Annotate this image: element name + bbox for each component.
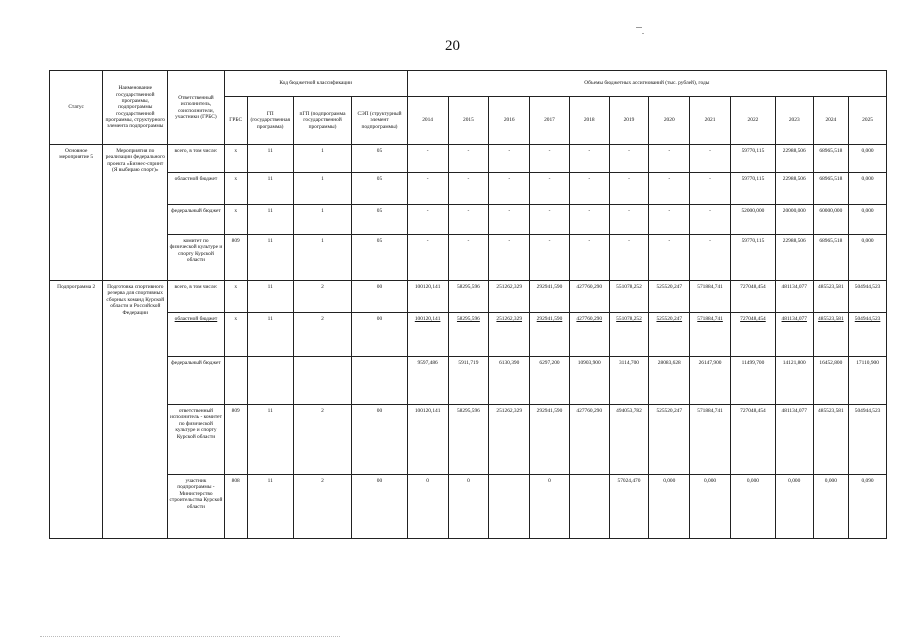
row-value: 504944,523 [849, 281, 887, 313]
row-code-grbs: х [224, 145, 247, 173]
row-code-pgp: 1 [293, 205, 352, 235]
row-code-grbs: х [224, 281, 247, 313]
row-value: 0,000 [775, 475, 813, 539]
row-code-pgp: 2 [293, 475, 352, 539]
row-code-sep: 05 [352, 173, 407, 205]
row-value: 0,000 [849, 145, 887, 173]
row-value: 3114,700 [609, 357, 649, 405]
row-value: 0,000 [730, 475, 775, 539]
row-value: 0,000 [649, 475, 690, 539]
row-value: 551078,252 [609, 313, 649, 357]
row-value: - [649, 145, 690, 173]
row-status: Основное мероприятие 5 [50, 145, 103, 281]
row-value: 0,000 [849, 205, 887, 235]
row-value: 0,090 [849, 475, 887, 539]
row-value: 727048,454 [730, 281, 775, 313]
row-value: 68965,518 [813, 235, 849, 281]
row-value: - [448, 173, 489, 205]
row-value: 58295,596 [448, 405, 489, 475]
row-value: 292941,590 [530, 281, 570, 313]
header-code-sep: СЭП (структурный элемент подпрограммы) [352, 97, 407, 145]
row-value [489, 475, 530, 539]
row-code-pgp: 1 [293, 145, 352, 173]
row-code-grbs [224, 357, 247, 405]
row-value: 100120,141 [407, 281, 448, 313]
row-value: 485523,581 [813, 281, 849, 313]
table-row [50, 475, 887, 539]
row-value: 481134,077 [775, 313, 813, 357]
header-code-pgp: пГП (подпрограмма государственной программы) [293, 97, 352, 145]
row-value: 292941,590 [530, 313, 570, 357]
row-value: - [407, 173, 448, 205]
row-code-gp: 11 [247, 205, 293, 235]
row-code-pgp: 2 [293, 281, 352, 313]
row-value: 58295,596 [448, 313, 489, 357]
row-value: 0 [448, 475, 489, 539]
row-value: 251262,329 [489, 405, 530, 475]
row-code-sep: 00 [352, 475, 407, 539]
row-value: 59770,115 [730, 173, 775, 205]
row-value: - [690, 235, 731, 281]
row-code-pgp: 2 [293, 313, 352, 357]
table-row [50, 173, 887, 205]
row-value: 525520,247 [649, 281, 690, 313]
row-value: - [530, 145, 570, 173]
row-value: - [407, 235, 448, 281]
row-value: 427760,290 [569, 405, 609, 475]
header-budget-code: Код бюджетной классификации [224, 71, 407, 97]
row-code-gp: 11 [247, 235, 293, 281]
header-code-gp: ГП (государственная программа) [247, 97, 293, 145]
row-code-sep [352, 357, 407, 405]
row-code-gp: 11 [247, 145, 293, 173]
row-value: 100120,141 [407, 405, 448, 475]
scan-artifact [636, 27, 642, 28]
row-value: 481134,077 [775, 405, 813, 475]
row-responsible: ответственный исполнитель - комитет по физической культуре и спорту Курской области [168, 405, 224, 475]
row-name: Подготовка спортивного резерва для спортивных сборных команд Курской области и Российской Федерации [103, 281, 168, 539]
row-value: 68965,518 [813, 145, 849, 173]
row-value: - [569, 205, 609, 235]
row-responsible: федеральный бюджет [168, 357, 224, 405]
row-value: - [530, 205, 570, 235]
row-value: - [489, 205, 530, 235]
table-row [50, 235, 887, 281]
row-responsible: областной бюджет [168, 313, 224, 357]
row-value: 22988,506 [775, 235, 813, 281]
header-expenses: Объемы бюджетных ассигнований (тыс. рублей), годы [407, 71, 886, 97]
table-row [50, 281, 887, 313]
header-year: 2018 [569, 97, 609, 145]
row-value: 571884,741 [690, 405, 731, 475]
row-code-sep: 05 [352, 145, 407, 173]
row-value: 525520,247 [649, 313, 690, 357]
table-row [50, 313, 887, 357]
row-value: - [489, 145, 530, 173]
row-value: 0,000 [849, 173, 887, 205]
row-code-grbs: х [224, 173, 247, 205]
row-value: 5911,719 [448, 357, 489, 405]
header-year: 2020 [649, 97, 690, 145]
header-code-grbs: ГРБС [224, 97, 247, 145]
row-value: 60000,000 [813, 205, 849, 235]
row-code-grbs: х [224, 205, 247, 235]
row-value: - [690, 145, 731, 173]
row-value: 26147,900 [690, 357, 731, 405]
row-code-sep: 05 [352, 205, 407, 235]
row-value: 58295,596 [448, 281, 489, 313]
row-value: - [649, 173, 690, 205]
scan-artifact [40, 636, 340, 638]
row-value: - [690, 205, 731, 235]
row-status: Подпрограмма 2 [50, 281, 103, 539]
row-value: 22988,506 [775, 173, 813, 205]
header-year: 2025 [849, 97, 887, 145]
row-responsible: федеральный бюджет [168, 205, 224, 235]
row-value: 100120,141 [407, 313, 448, 357]
row-value: - [407, 205, 448, 235]
row-value: 0 [530, 475, 570, 539]
header-year: 2022 [730, 97, 775, 145]
row-code-sep: 05 [352, 235, 407, 281]
row-value: - [569, 173, 609, 205]
row-responsible: всего, в том числе: [168, 145, 224, 173]
row-value: 9597,486 [407, 357, 448, 405]
row-value: - [649, 205, 690, 235]
row-value: 16452,800 [813, 357, 849, 405]
row-value: 20000,000 [775, 205, 813, 235]
row-value: - [448, 235, 489, 281]
row-value: 551078,252 [609, 281, 649, 313]
row-value: 494053,782 [609, 405, 649, 475]
row-value: 251262,329 [489, 313, 530, 357]
row-code-pgp: 2 [293, 405, 352, 475]
row-value: - [407, 145, 448, 173]
row-value: - [569, 235, 609, 281]
row-code-gp: 11 [247, 405, 293, 475]
row-value: 727048,454 [730, 405, 775, 475]
row-value: - [448, 205, 489, 235]
table-row [50, 145, 887, 173]
row-code-gp: 11 [247, 475, 293, 539]
budget-table-body [50, 145, 887, 539]
row-value: 727048,454 [730, 313, 775, 357]
row-value: 427760,290 [569, 313, 609, 357]
header-status: Статус [50, 71, 103, 145]
row-code-grbs: х [224, 313, 247, 357]
row-value: - [489, 173, 530, 205]
row-value: - [609, 173, 649, 205]
row-value: 17110,900 [849, 357, 887, 405]
row-responsible: комитет по физической культуре и спорту Курской области [168, 235, 224, 281]
row-value: 28083,628 [649, 357, 690, 405]
row-value: 57024,470 [609, 475, 649, 539]
row-code-pgp [293, 357, 352, 405]
row-value: 22988,506 [775, 145, 813, 173]
row-value: - [609, 235, 649, 281]
row-value: 571884,741 [690, 281, 731, 313]
row-value: 0,000 [849, 235, 887, 281]
row-value: - [609, 145, 649, 173]
row-code-gp: 11 [247, 281, 293, 313]
row-name: Мероприятия по реализации федерального проекта «Бизнес-спринт (Я выбираю спорт)» [103, 145, 168, 281]
row-value: - [609, 205, 649, 235]
header-year: 2024 [813, 97, 849, 145]
row-code-gp: 11 [247, 313, 293, 357]
header-year: 2019 [609, 97, 649, 145]
row-code-grbs: 809 [224, 235, 247, 281]
row-value: 68965,518 [813, 173, 849, 205]
row-code-sep: 00 [352, 313, 407, 357]
row-responsible: участник подпрограммы - Министерство строительства Курской области [168, 475, 224, 539]
row-value: 485523,581 [813, 405, 849, 475]
header-year: 2015 [448, 97, 489, 145]
header-responsible: Ответственный исполнитель, соисполнители, участники (ГРБС) [168, 71, 224, 145]
row-code-pgp: 1 [293, 235, 352, 281]
row-value: - [649, 235, 690, 281]
row-value: 481134,077 [775, 281, 813, 313]
row-value: 251262,329 [489, 281, 530, 313]
row-value: - [569, 145, 609, 173]
row-value: 504944,523 [849, 313, 887, 357]
header-year: 2017 [530, 97, 570, 145]
row-value: 427760,290 [569, 281, 609, 313]
row-value [569, 475, 609, 539]
row-value: - [690, 173, 731, 205]
row-value: - [489, 235, 530, 281]
header-name: Наименование государственной программы, подпрограммы государственной программы, структурного элемента подпрограммы [103, 71, 168, 145]
header-year: 2021 [690, 97, 731, 145]
row-value: 52000,000 [730, 205, 775, 235]
row-value: - [448, 145, 489, 173]
table-row [50, 405, 887, 475]
scan-artifact [642, 33, 644, 34]
header-year: 2023 [775, 97, 813, 145]
row-value: 14121,800 [775, 357, 813, 405]
row-code-pgp: 1 [293, 173, 352, 205]
row-value: 59770,115 [730, 235, 775, 281]
header-year: 2016 [489, 97, 530, 145]
row-value: 0 [407, 475, 448, 539]
row-value: 504944,523 [849, 405, 887, 475]
row-code-sep: 00 [352, 405, 407, 475]
budget-table [49, 70, 887, 539]
row-value: 485523,581 [813, 313, 849, 357]
row-value: 0,000 [813, 475, 849, 539]
row-value: 6130,390 [489, 357, 530, 405]
row-value: - [530, 235, 570, 281]
row-value: 525520,247 [649, 405, 690, 475]
header-year: 2014 [407, 97, 448, 145]
row-code-grbs: 809 [224, 405, 247, 475]
row-value: - [530, 173, 570, 205]
table-row [50, 205, 887, 235]
row-code-sep: 00 [352, 281, 407, 313]
row-value: 10903,900 [569, 357, 609, 405]
row-code-grbs: 808 [224, 475, 247, 539]
row-responsible: всего, в том числе: [168, 281, 224, 313]
page-number: 20 [445, 38, 460, 54]
row-value: 6297,200 [530, 357, 570, 405]
row-responsible: областной бюджет [168, 173, 224, 205]
row-value: 571884,741 [690, 313, 731, 357]
row-value: 0,000 [690, 475, 731, 539]
row-value: 59770,115 [730, 145, 775, 173]
row-value: 292941,590 [530, 405, 570, 475]
row-code-gp: 11 [247, 173, 293, 205]
table-row [50, 357, 887, 405]
row-value: 11499,700 [730, 357, 775, 405]
row-code-gp [247, 357, 293, 405]
